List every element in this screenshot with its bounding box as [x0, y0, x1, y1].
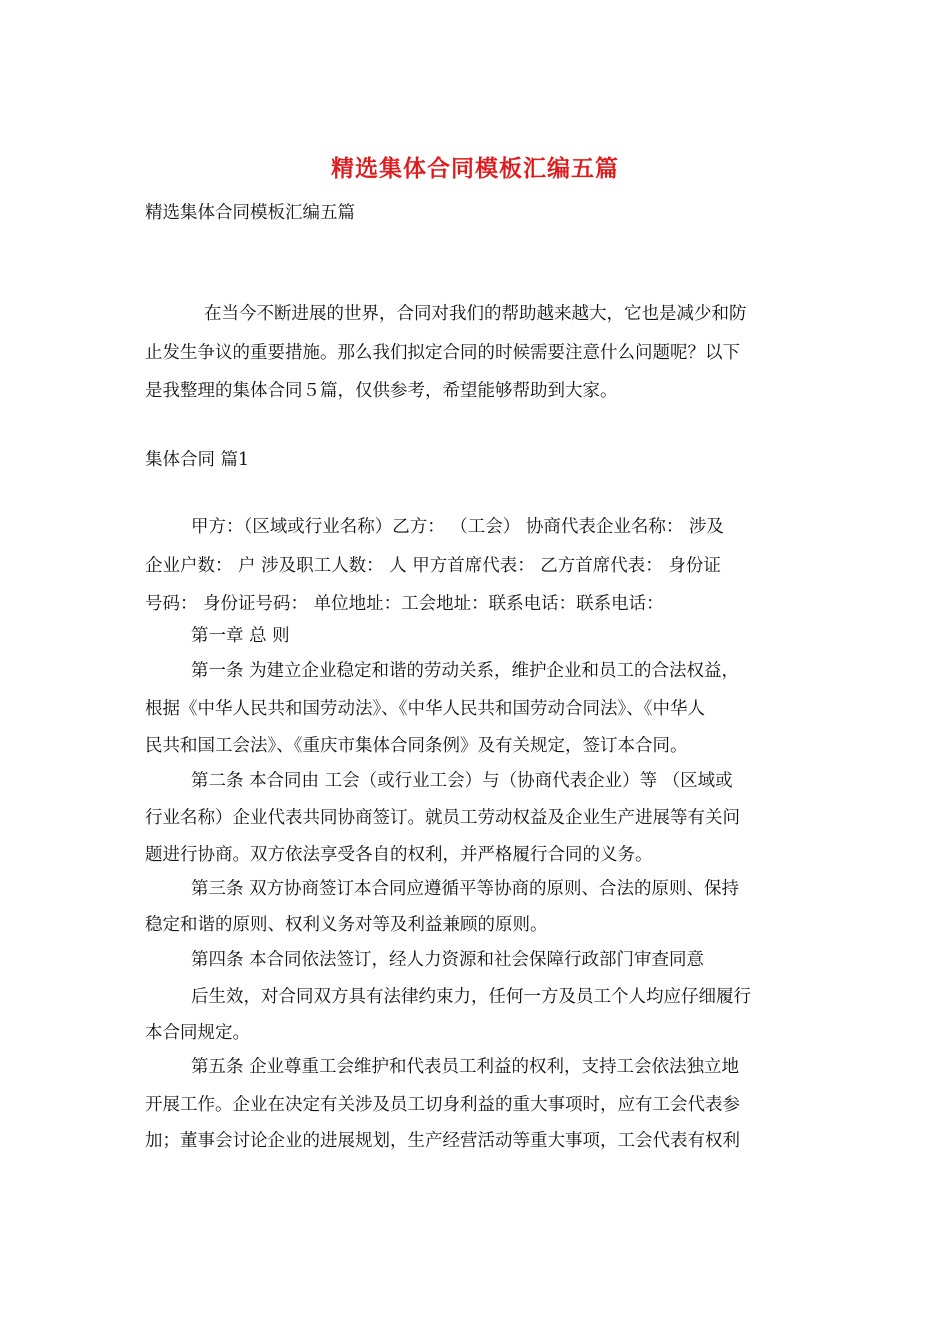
body-line: 民共和国工会法》、《重庆市集体合同条例》及有关规定，签订本合同。 — [145, 736, 688, 756]
body-line: 本合同规定。 — [145, 1023, 250, 1043]
document-title: 精选集体合同模板汇编五篇 — [331, 156, 619, 182]
body-line: 第二条 本合同由 工会（或行业工会）与（协商代表企业）等 （区域或 — [191, 771, 733, 791]
body-line: 企业户数： 户 涉及职工人数： 人 甲方首席代表： 乙方首席代表： 身份证 — [145, 556, 721, 576]
body-line: 加；董事会讨论企业的进展规划，生产经营活动等重大事项，工会代表有权利 — [145, 1131, 740, 1151]
body-line: 开展工作。企业在决定有关涉及员工切身利益的重大事项时，应有工会代表参 — [145, 1095, 740, 1115]
document-subtitle: 精选集体合同模板汇编五篇 — [145, 203, 355, 223]
section-heading: 集体合同 篇1 — [145, 450, 250, 470]
body-line: 第一条 为建立企业稳定和谐的劳动关系，维护企业和员工的合法权益， — [191, 661, 740, 681]
body-line: 后生效，对合同双方具有法律约束力，任何一方及员工个人均应仔细履行 — [191, 987, 751, 1007]
chapter-heading: 第一章 总 则 — [191, 626, 290, 646]
body-line: 第三条 双方协商签订本合同应遵循平等协商的原则、合法的原则、保持 — [191, 879, 740, 899]
body-line: 第五条 企业尊重工会维护和代表员工利益的权利，支持工会依法独立地 — [191, 1057, 740, 1077]
body-line: 行业名称）企业代表共同协商签订。就员工劳动权益及企业生产进展等有关问 — [145, 808, 740, 828]
body-line: 第四条 本合同依法签订，经人力资源和社会保障行政部门审查同意 — [191, 950, 705, 970]
intro-line: 止发生争议的重要措施。那么我们拟定合同的时候需要注意什么问题呢？以下 — [145, 343, 740, 363]
body-line: 稳定和谐的原则、权利义务对等及利益兼顾的原则。 — [145, 915, 548, 935]
intro-line: 在当今不断进展的世界，合同对我们的帮助越来越大，它也是减少和防 — [204, 304, 747, 324]
body-line: 根据《中华人民共和国劳动法》、《中华人民共和国劳动合同法》、《中华人 — [145, 699, 705, 719]
body-line: 甲方：（区域或行业名称）乙方： （工会） 协商代表企业名称： 涉及 — [191, 517, 724, 537]
intro-line: 是我整理的集体合同５篇，仅供参考，希望能够帮助到大家。 — [145, 381, 618, 401]
body-line: 题进行协商。双方依法享受各自的权利，并严格履行合同的义务。 — [145, 845, 653, 865]
body-line: 号码： 身份证号码： 单位地址：工会地址：联系电话：联系电话： — [145, 594, 664, 614]
